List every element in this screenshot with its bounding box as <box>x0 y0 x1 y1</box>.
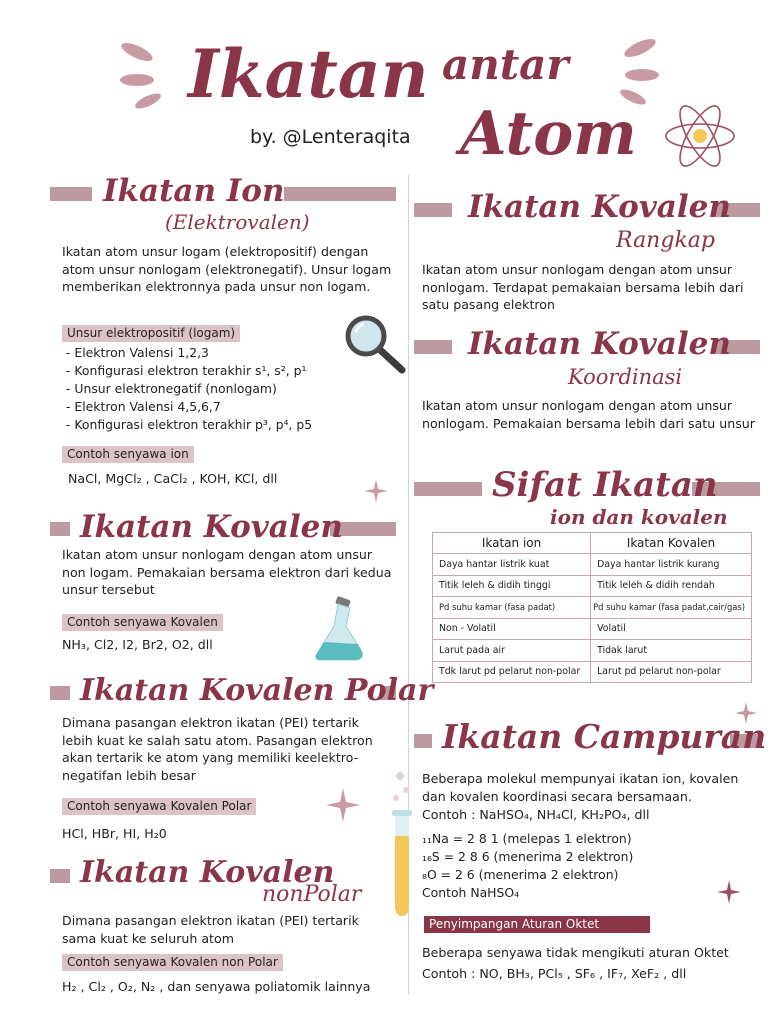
section-title-sifat: Sifat Ikatan <box>492 465 718 505</box>
flask-icon <box>310 596 366 662</box>
section-subtitle-nonpolar: nonPolar <box>262 882 362 907</box>
label-penyimpangan-oktet: Penyimpangan Aturan Oktet <box>424 916 650 933</box>
sparkle-icon <box>364 479 388 503</box>
title-antar: antar <box>442 40 569 89</box>
list-item: ₁₁Na = 2 8 1 (melepas 1 elektron) <box>422 831 632 846</box>
title-bar <box>50 522 70 536</box>
title-bar <box>414 340 452 354</box>
section-title-kovalen-nonpolar: Ikatan Kovalen <box>80 855 335 890</box>
magnifier-icon <box>344 314 408 376</box>
label-contoh-kovalen: Contoh senyawa Kovalen <box>62 614 223 631</box>
table-cell: Titik leleh & didih tinggi <box>433 575 591 597</box>
section-subtitle-ion: (Elektrovalen) <box>165 210 310 234</box>
example-campuran: Contoh : NaHSO₄, NH₄Cl, KH₂PO₄, dll <box>422 807 650 822</box>
table-row <box>433 661 752 683</box>
section-title-koordinasi: Ikatan Kovalen <box>468 326 731 362</box>
table-cell: Daya hantar listrik kurang <box>591 554 752 576</box>
table-cell: Pd suhu kamar (fasa padat) <box>433 597 591 619</box>
label-contoh-kovalen-polar: Contoh senyawa Kovalen Polar <box>62 798 256 815</box>
table-cell: Pd suhu kamar (fasa padat,cair/gas) <box>591 597 752 619</box>
table-row <box>433 640 752 662</box>
label-contoh-nonpolar: Contoh senyawa Kovalen non Polar <box>62 954 283 971</box>
list-item: ₁₆S = 2 8 6 (menerima 2 elektron) <box>422 849 634 864</box>
label-contoh-ion: Contoh senyawa ion <box>62 446 194 463</box>
desc-rangkap: Ikatan atom unsur nonlogam dengan atom unsur nonlogam. Terdapat pemakaian bersama lebih dari satu pasang elektron <box>422 262 744 312</box>
section-title-kovalen: Ikatan Kovalen <box>80 509 343 545</box>
table-cell: Daya hantar listrik kuat <box>433 554 591 576</box>
section-subtitle-sifat: ion dan kovalen <box>550 505 728 529</box>
table-cell: Larut pd pelarut non-polar <box>591 661 752 683</box>
desc-kovalen-nonpolar: Dimana pasangan elektron ikatan (PEI) tertarik sama kuat ke seluruh atom <box>62 913 359 946</box>
section-title-rangkap: Ikatan Kovalen <box>468 189 731 225</box>
title-bar <box>50 869 70 883</box>
table-row <box>433 618 752 640</box>
sparkle-lines-right <box>618 35 659 107</box>
list-item: - Elektron Valensi 1,2,3 <box>66 345 209 360</box>
atom-icon <box>666 101 734 172</box>
sifat-table <box>432 532 752 683</box>
title-ikatan: Ikatan <box>188 35 429 113</box>
list-item: - Elektron Valensi 4,5,6,7 <box>66 399 221 414</box>
title-bar <box>414 482 482 496</box>
desc-campuran: Beberapa molekul mempunyai ikatan ion, kovalen dan kovalen koordinasi secara bersamaan. <box>422 771 739 804</box>
table-header-row <box>433 533 752 554</box>
section-title-ion: Ikatan Ion <box>103 173 285 209</box>
section-subtitle-koordinasi: Koordinasi <box>568 365 683 389</box>
list-item: Contoh NaHSO₄ <box>422 885 520 900</box>
list-item: - Unsur elektronegatif (nonlogam) <box>66 381 277 396</box>
title-bar <box>50 187 92 201</box>
examples-ion: NaCl, MgCl₂ , CaCl₂ , KOH, KCl, dll <box>68 471 278 486</box>
list-ion <box>66 344 312 434</box>
title-bar <box>50 686 70 700</box>
table-row <box>433 575 752 597</box>
table-header: Ikatan Kovalen <box>591 533 752 554</box>
sparkle-icon <box>717 880 741 904</box>
table-header: Ikatan ion <box>433 533 591 554</box>
table-cell: Larut pada air <box>433 640 591 662</box>
list-item: - Konfigurasi elektron terakhir s¹, s², p¹ <box>66 363 307 378</box>
title-bar <box>414 203 452 217</box>
title-bar <box>414 734 432 748</box>
label-unsur-elektropositif: Unsur elektropositif (logam) <box>62 325 240 342</box>
section-title-campuran: Ikatan Campuran <box>442 717 767 756</box>
section-subtitle-rangkap: Rangkap <box>616 228 715 253</box>
section-title-kovalen-polar: Ikatan Kovalen Polar <box>80 673 434 708</box>
examples-kovalen: NH₃, Cl2, I2, Br2, O2, dll <box>62 637 213 652</box>
table-cell: Volatil <box>591 618 752 640</box>
config-list <box>422 830 633 902</box>
author: by. @Lenteraqita <box>250 126 411 148</box>
oktet-desc: Beberapa senyawa tidak mengikuti aturan Oktet <box>422 945 729 960</box>
desc-ion: Ikatan atom unsur logam (elektropositif) dengan atom unsur nonlogam (elektronegatif). Unsur logam memberikan elektronnya pada unsur non logam. <box>62 244 392 294</box>
examples-nonpolar: H₂ , Cl₂ , O₂, N₂ , dan senyawa poliatomik lainnya <box>62 979 371 994</box>
table-cell: Titik leleh & didih rendah <box>591 575 752 597</box>
desc-kovalen-polar: Dimana pasangan elektron ikatan (PEI) tertarik lebih kuat ke salah satu atom. Pasangan elektron akan tertarik ke atom yang memiliki keelektro-negatifan lebih besar <box>62 715 373 783</box>
table-cell: Non - Volatil <box>433 618 591 640</box>
desc-koordinasi: Ikatan atom unsur nonlogam dengan atom unsur nonlogam. Pemakaian bersama lebih dari satu unsur <box>422 398 755 431</box>
list-item: - Konfigurasi elektron terakhir p³, p⁴, p5 <box>66 417 313 432</box>
oktet-examples: Contoh : NO, BH₃, PCl₅ , SF₆ , IF₇, XeF₂ , dll <box>422 966 687 981</box>
table-row <box>433 597 752 619</box>
examples-kovalen-polar: HCl, HBr, HI, H₂0 <box>62 826 167 841</box>
list-item: ₈O = 2 6 (menerima 2 elektron) <box>422 867 619 882</box>
title-atom: Atom <box>460 99 637 169</box>
table-cell: Tidak larut <box>591 640 752 662</box>
table-row <box>433 554 752 576</box>
title-bar <box>284 187 396 201</box>
desc-kovalen: Ikatan atom unsur nonlogam dengan atom unsur non logam. Pemakaian bersama elektron dari kedua unsur tersebut <box>62 547 392 597</box>
sparkle-lines-left <box>119 39 163 111</box>
test-tube-icon <box>386 770 418 920</box>
table-cell: Tdk larut pd pelarut non-polar <box>433 661 591 683</box>
sparkle-icon <box>326 788 360 822</box>
